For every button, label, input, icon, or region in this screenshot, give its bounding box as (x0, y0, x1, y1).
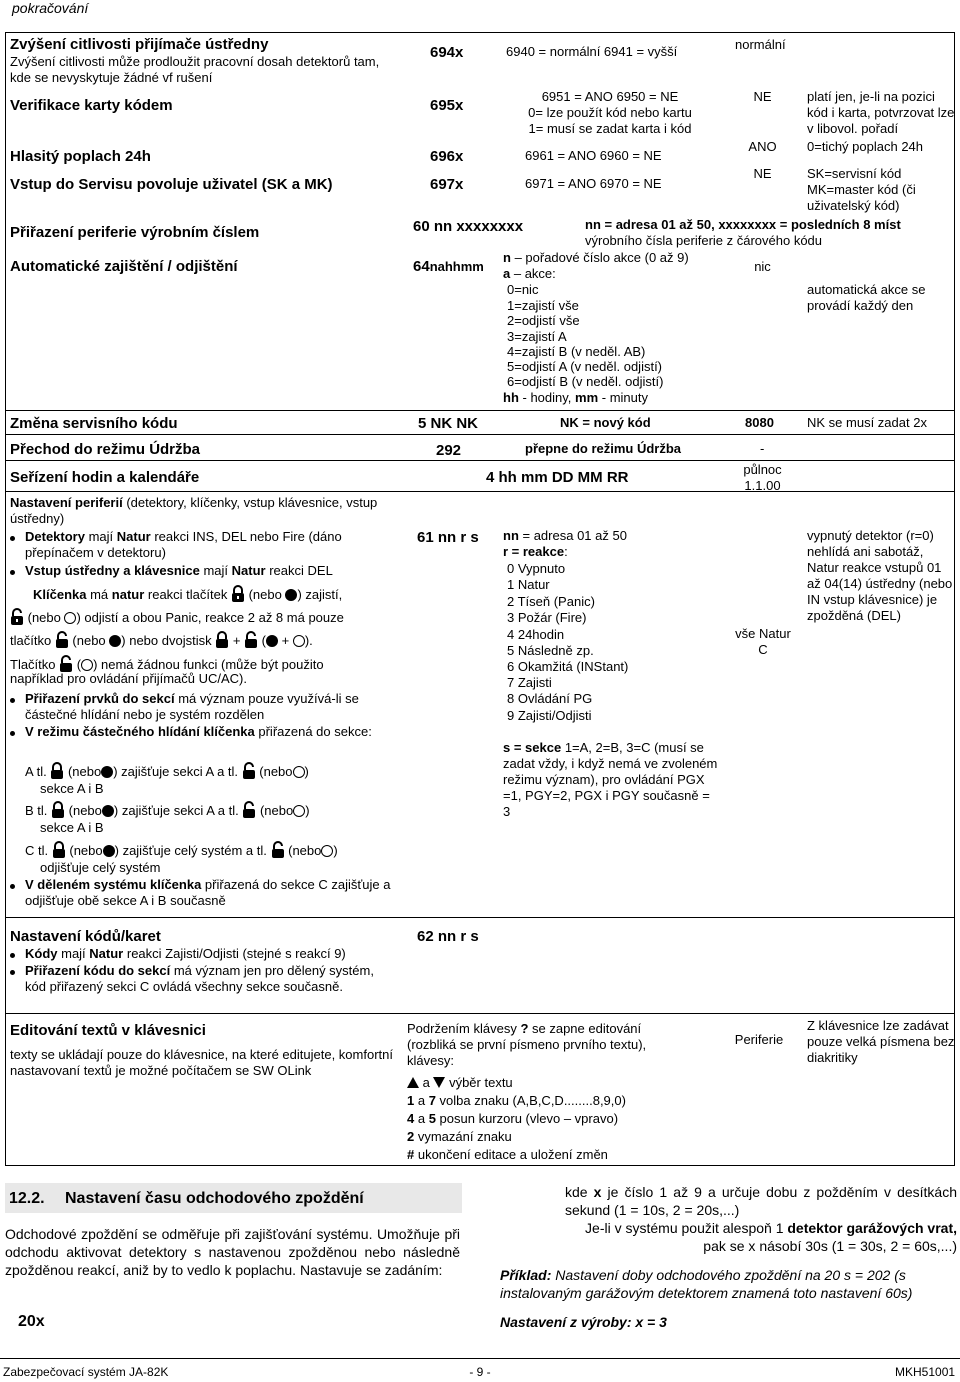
auto-action-item: 6=odjistí B (v neděl. odjistí) (507, 374, 664, 389)
setp-keyfob-line-5: například pro ovládání přijímačů UC/AC). (10, 671, 247, 686)
edit-line-4: 4 a 5 posun kurzoru (vlevo – vpravo) (407, 1111, 619, 1126)
auto-action-item: 4=zajistí B (v neděl. AB) (507, 344, 646, 359)
arrow-up-icon (407, 1077, 419, 1088)
padlock-open-icon (10, 608, 24, 625)
setp-reaction-item: 4 24hodin (507, 627, 565, 642)
sensitivity-desc: Zvýšení citlivosti může prodloužit pracovní dosah detektorů tam, kde se nevyskytuje žádné vf rušení (10, 54, 380, 85)
filled-button-icon (266, 635, 278, 647)
edit-line-2: a výběr textu (407, 1075, 513, 1091)
filled-button-icon (103, 845, 115, 857)
service-note: SK=servisní kód MK=master kód (či uživatelský kód) (807, 166, 916, 213)
auto-title: Automatické zajištění / odjištění (10, 258, 238, 275)
edit-note: Z klávesnice lze zadávat pouze velká písmena bez diakritiky (807, 1018, 955, 1065)
verify-default: NE (753, 89, 772, 104)
section-code: 20x (18, 1313, 45, 1330)
verify-option-1: 1= musí se zadat karta i kód (528, 121, 692, 136)
sensitivity-values: 6940 = normální 6941 = vyšší (506, 44, 678, 59)
service-default: NE (753, 166, 772, 181)
maint-default: - (760, 441, 765, 456)
auto-seq: 64nahhmm (413, 258, 484, 275)
setp-reaction-item: 2 Tíseň (Panic) (507, 594, 595, 609)
section-heading (5, 1183, 462, 1213)
section-text: Odchodové zpoždění se odměřuje při zajišťování systému. Umožňuje při odchodu aktivovat detektory s nastavenou zpožděnou nebo následně zpožděnou reakcí, aniž by to vedlo k poplachu. Nastavuje se zadáním: (5, 1226, 460, 1278)
edit-default: Periferie (734, 1032, 784, 1047)
setp-default-section: C (758, 642, 768, 657)
setp-reaction-item: 6 Okamžitá (INStant) (507, 659, 629, 674)
alarm-seq: 696x (430, 148, 464, 165)
setp-reaction-item: 0 Vypnuto (507, 561, 566, 576)
auto-action-item: 2=odjistí vše (507, 313, 580, 328)
section-number: 12.2. (9, 1190, 45, 1207)
alarm-values: 6961 = ANO 6960 = NE (525, 148, 662, 163)
sensitivity-default: normální (735, 37, 786, 52)
setp-note: vypnutý detektor (r=0) nehlídá ani sabotáž, Natur reakce vstupů 01 až 04(14) ústředny (nebo IN vstup klávesnice) je zpožděná (DEL) (807, 528, 953, 623)
empty-button-icon (293, 805, 305, 817)
empty-button-icon (81, 659, 93, 671)
section-jeli: Je-li v systému použit alespoň 1 detektor garážových vrat, pak se x násobí 30s (1 = 30s, 2 = 60s,...) (585, 1220, 957, 1254)
setc-bullet-codes: Kódy mají Natur reakci Zajisti/Odjisti (stejné s reakcí 9) (25, 946, 346, 961)
setp-reaction-item: 3 Požár (Fire) (507, 610, 587, 625)
setp-reaction-item: 1 Natur (507, 577, 550, 592)
footer-page: - 9 - (469, 1365, 491, 1379)
service-seq: 697x (430, 176, 464, 193)
filled-button-icon (102, 805, 114, 817)
periph-desc-1: nn = adresa 01 až 50, xxxxxxxx = posledních 8 míst (585, 217, 901, 232)
verify-seq: 695x (430, 97, 464, 114)
alarm-default: ANO (748, 139, 777, 154)
service-values: 6971 = ANO 6970 = NE (525, 176, 662, 191)
filled-button-icon (285, 589, 297, 601)
clock-default: půlnoc (743, 462, 782, 477)
code-seq: 5 NK NK (418, 415, 479, 432)
padlock-closed-icon (50, 762, 64, 779)
padlock-open-icon (271, 841, 285, 858)
maint-title: Přechod do režimu Údržba (10, 441, 201, 458)
padlock-closed-icon (51, 801, 65, 818)
setp-keyfob-line-1: Klíčenka má natur reakci tlačítek (nebo ) zajistí, (33, 587, 343, 602)
setp-section-b-sub: sekce A i B (40, 820, 104, 835)
code-note: NK se musí zadat 2x (807, 415, 927, 430)
setp-section-c-sub: odjišťuje celý systém (40, 860, 161, 875)
setp-section-a: A tl. (nebo ) zajišťuje sekci A a tl. (nebo ) (25, 764, 309, 779)
setp-reaction-item: 9 Zajisti/Odjisti (507, 708, 592, 723)
setc-title: Nastavení kódů/karet (10, 928, 161, 945)
padlock-open-icon (242, 801, 256, 818)
edit-line-6: # ukončení editace a uložení změn (407, 1147, 608, 1162)
auto-note: automatická akce se provádí každý den (807, 282, 926, 313)
section-example: Příklad: Nastavení doby odchodového zpoždění na 20 s = 202 (s instalovaným garážovým detektorem znamená toto nastavení 60s) (500, 1267, 913, 1301)
setp-section-a-sub: sekce A i B (40, 781, 104, 796)
maint-desc: přepne do režimu Údržba (525, 441, 682, 456)
padlock-panic-icon (55, 631, 69, 648)
edit-line-3: 1 a 7 volba znaku (A,B,C,D........8,9,0) (407, 1093, 626, 1108)
clock-default-date: 1.1.00 (744, 478, 781, 493)
setp-bullet-partial: V režimu částečného hlídání klíčenka přiřazená do sekce: (25, 724, 372, 739)
code-default: 8080 (745, 415, 774, 430)
padlock-open-icon (244, 631, 258, 648)
footer-right: MKH51001 (895, 1365, 956, 1379)
verify-option-0: 0= lze použít kód nebo kartu (528, 105, 692, 120)
continuation-label: pokračování (12, 0, 89, 16)
section-title: Nastavení času odchodového zpoždění (65, 1190, 364, 1207)
setp-bullet-detectors: Detektory mají Natur reakci INS, DEL nebo Fire (dáno přepínačem v detektoru) (25, 529, 342, 560)
periph-title: Přiřazení periferie výrobním číslem (10, 224, 260, 241)
setp-bullet-sections: Přiřazení prvků do sekcí má význam pouze využívá-li se částečné hlídání nebo je systém rozdělen (25, 691, 359, 722)
section-factory: Nastavení z výroby: x = 3 (500, 1314, 667, 1330)
setp-keyfob-line-4: Tlačítko ( ) nemá žádnou funkci (může být použito (10, 657, 324, 672)
code-title: Změna servisního kódu (10, 415, 178, 432)
auto-a-line: a – akce: (503, 266, 556, 281)
setp-section-c: C tl. (nebo ) zajišťuje celý systém a tl. (nebo ) (25, 843, 338, 858)
auto-action-item: 3=zajistí A (507, 329, 567, 344)
setp-default: vše Natur (735, 626, 791, 641)
padlock-open-icon (242, 762, 256, 779)
setc-seq: 62 nn r s (417, 928, 479, 945)
padlock-closed-icon (52, 841, 66, 858)
empty-button-icon (321, 845, 333, 857)
verify-title: Verifikace karty kódem (10, 97, 173, 114)
clock-seq: 4 hh mm DD MM RR (486, 469, 629, 486)
empty-button-icon (64, 612, 76, 624)
footer-left: Zabezpečovací systém JA-82K (3, 1365, 169, 1379)
setp-title: Nastavení periferií (detektory, klíčenky, vstup klávesnice, vstup ústředny) (10, 495, 378, 526)
filled-button-icon (109, 635, 121, 647)
maint-seq: 292 (436, 442, 462, 459)
edit-title: Editování textů v klávesnici (10, 1022, 206, 1039)
padlock-small-icon (59, 655, 73, 672)
edit-line-5: 2 vymazání znaku (407, 1129, 512, 1144)
auto-action-item: 5=odjistí A (v neděl. odjistí) (507, 359, 663, 374)
section-kde: kde x je číslo 1 až 9 a určuje dobu z požděním v desítkách sekund (1 = 10s, 2 = 20s,...) (565, 1184, 958, 1218)
verify-values: 6951 = ANO 6950 = NE (541, 89, 679, 104)
setp-nn: nn = adresa 01 až 50 (503, 528, 627, 543)
padlock-closed-icon (231, 585, 245, 602)
sensitivity-seq: 694x (430, 44, 464, 61)
setp-reaction-item: 7 Zajisti (507, 675, 552, 690)
setp-seq: 61 nn r s (417, 529, 479, 546)
empty-button-icon (293, 766, 305, 778)
setp-bullet-divided: V děleném systému klíčenka přiřazená do sekce C zajišťuje a odjišťuje obě sekce A i B současně (25, 877, 391, 908)
service-title: Vstup do Servisu povoluje uživatel (SK a MK) (10, 176, 333, 193)
code-desc: NK = nový kód (560, 415, 651, 430)
setp-s: s = sekce 1=A, 2=B, 3=C (musí se zadat vždy, i když nemá ve zvoleném režimu význam), pro ovládání PGX =1, PGY=2, PGX i PGY současně = 3 (503, 740, 718, 819)
setp-bullet-inputs: Vstup ústředny a klávesnice mají Natur reakci DEL (25, 563, 333, 578)
filled-button-icon (101, 766, 113, 778)
periph-desc-2: výrobního čísla periferie z čárového kódu (585, 233, 823, 248)
auto-action-item: 1=zajistí vše (507, 298, 579, 313)
edit-line-1: Podržením klávesy ? se zapne editování (rozbliká se první písmeno prvního textu), klávesy: (407, 1021, 647, 1068)
auto-default: nic (754, 259, 771, 274)
setc-bullet-sections: Přiřazení kódu do sekcí má význam jen pro dělený systém, kód přiřazený sekci C ovládá všechny sekce současně. (25, 963, 374, 994)
alarm-title: Hlasitý poplach 24h (10, 148, 151, 165)
padlock-closed-icon (215, 631, 229, 648)
setp-reaction-item: 5 Následně zp. (507, 643, 594, 658)
arrow-down-icon (433, 1077, 445, 1088)
setp-r: r = reakce: (503, 544, 568, 559)
auto-action-item: 0=nic (507, 282, 539, 297)
setp-section-b: B tl. (nebo ) zajišťuje sekci A a tl. (nebo ) (25, 803, 310, 818)
clock-title: Seřízení hodin a kalendáře (10, 469, 200, 486)
periph-seq: 60 nn xxxxxxxx (413, 218, 524, 235)
setp-keyfob-line-2: (nebo ) odjistí a obou Panic, reakce 2 až 8 má pouze (10, 608, 344, 626)
setp-reaction-item: 8 Ovládání PG (507, 691, 593, 706)
setp-keyfob-line-3: tlačítko (nebo ) nebo dvojstisk + ( + ). (10, 633, 313, 648)
verify-note: platí jen, je-li na pozici kód i karta, potvrzovat lze v libovol. pořadí (807, 89, 955, 136)
alarm-note: 0=tichý poplach 24h (807, 139, 924, 154)
empty-button-icon (293, 635, 305, 647)
auto-hh-line: hh - hodiny, mm - minuty (503, 390, 648, 405)
sensitivity-title: Zvýšení citlivosti přijímače ústředny (10, 36, 269, 53)
edit-desc: texty se ukládají pouze do klávesnice, na které editujete, komfortní nastavovaní textů je možné počítačem se SW OLink (10, 1047, 393, 1078)
auto-n-line: n – pořadové číslo akce (0 až 9) (503, 250, 689, 265)
